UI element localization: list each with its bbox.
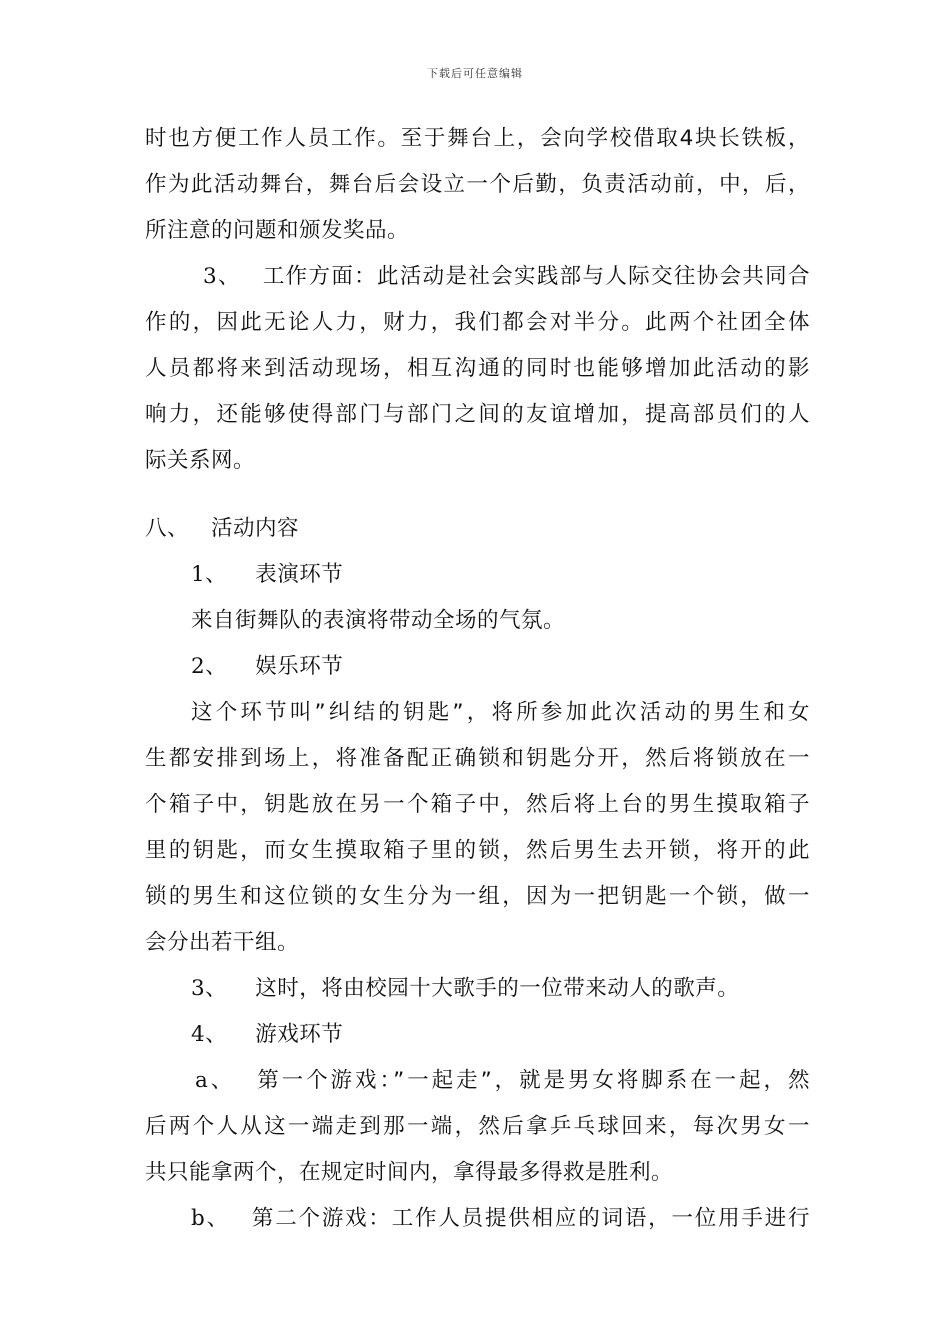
list-item-title: 表演环节: [255, 562, 344, 587]
paragraph-line: 后两个人从这一端走到那一端，然后拿乒乓球回来，每次男女一: [145, 1114, 810, 1139]
section-title: 活动内容: [211, 516, 300, 541]
paragraph-text: 第二个游戏：工作人员提供相应的词语，一位用手进行: [251, 1206, 810, 1231]
list-item-title: 娱乐环节: [255, 654, 344, 679]
list-number: 2、: [191, 654, 228, 679]
list-number: 3、: [191, 976, 228, 1001]
paragraph-line: 共只能拿两个，在规定时间内，拿得最多得救是胜利。: [145, 1160, 674, 1185]
paragraph-line: 生都安排到场上，将准备配正确锁和钥匙分开，然后将锁放在一: [145, 746, 810, 771]
list-letter: b、: [191, 1206, 230, 1231]
document-body: [145, 116, 810, 1242]
paragraph-line: 里的钥匙，而女生摸取箱子里的锁，然后男生去开锁，将开的此: [145, 838, 810, 863]
list-number: 3、: [203, 264, 241, 289]
paragraph-line: 个箱子中，钥匙放在另一个箱子中，然后将上台的男生摸取箱子: [145, 792, 810, 817]
list-item-title: 游戏环节: [255, 1022, 344, 1047]
paragraph-line: [145, 1196, 810, 1242]
list-letter: a、: [195, 1068, 236, 1093]
paragraph-line: 作的，因此无论人力，财力，我们都会对半分。此两个社团全体: [145, 310, 810, 335]
paragraph-line: [145, 254, 810, 300]
paragraph-line: 际关系网。: [145, 448, 256, 473]
list-number: 4、: [191, 1022, 228, 1047]
list-item-heading: [145, 552, 810, 598]
paragraph-line: 锁的男生和这位锁的女生分为一组，因为一把钥匙一个锁，做一: [145, 884, 810, 909]
list-item-heading: [145, 1012, 810, 1058]
paragraph-line: [145, 1058, 810, 1104]
section-heading: [145, 506, 810, 552]
section-number: 八、: [145, 516, 190, 541]
paragraph-line: 作为此活动舞台，舞台后会设立一个后勤，负责活动前，中，后，: [145, 172, 810, 197]
list-item-text: 这时，将由校园十大歌手的一位带来动人的歌声。: [255, 976, 740, 1001]
list-item-heading: [145, 644, 810, 690]
paragraph-line: 所注意的问题和颁发奖品。: [145, 218, 410, 243]
paragraph-line: 会分出若干组。: [145, 930, 300, 955]
paragraph-line: 时也方便工作人员工作。至于舞台上，会向学校借取4块长铁板，: [145, 126, 810, 151]
paragraph-line: 响力，还能够使得部门与部门之间的友谊增加，提高部员们的人: [145, 402, 810, 427]
list-item-heading: [145, 966, 810, 1012]
paragraph-line: 来自街舞队的表演将带动全场的气氛。: [191, 608, 566, 633]
paragraph-text: 第一个游戏：”一起走”，就是男女将脚系在一起，然: [257, 1068, 810, 1093]
page-header: 下载后可任意编辑: [427, 67, 523, 80]
list-number: 1、: [191, 562, 228, 587]
paragraph-line: 人员都将来到活动现场，相互沟通的同时也能够增加此活动的影: [145, 356, 810, 381]
paragraph-text: 工作方面：此活动是社会实践部与人际交往协会共同合: [262, 264, 810, 289]
paragraph-line: 这个环节叫”纠结的钥匙”，将所参加此次活动的男生和女: [191, 700, 810, 725]
